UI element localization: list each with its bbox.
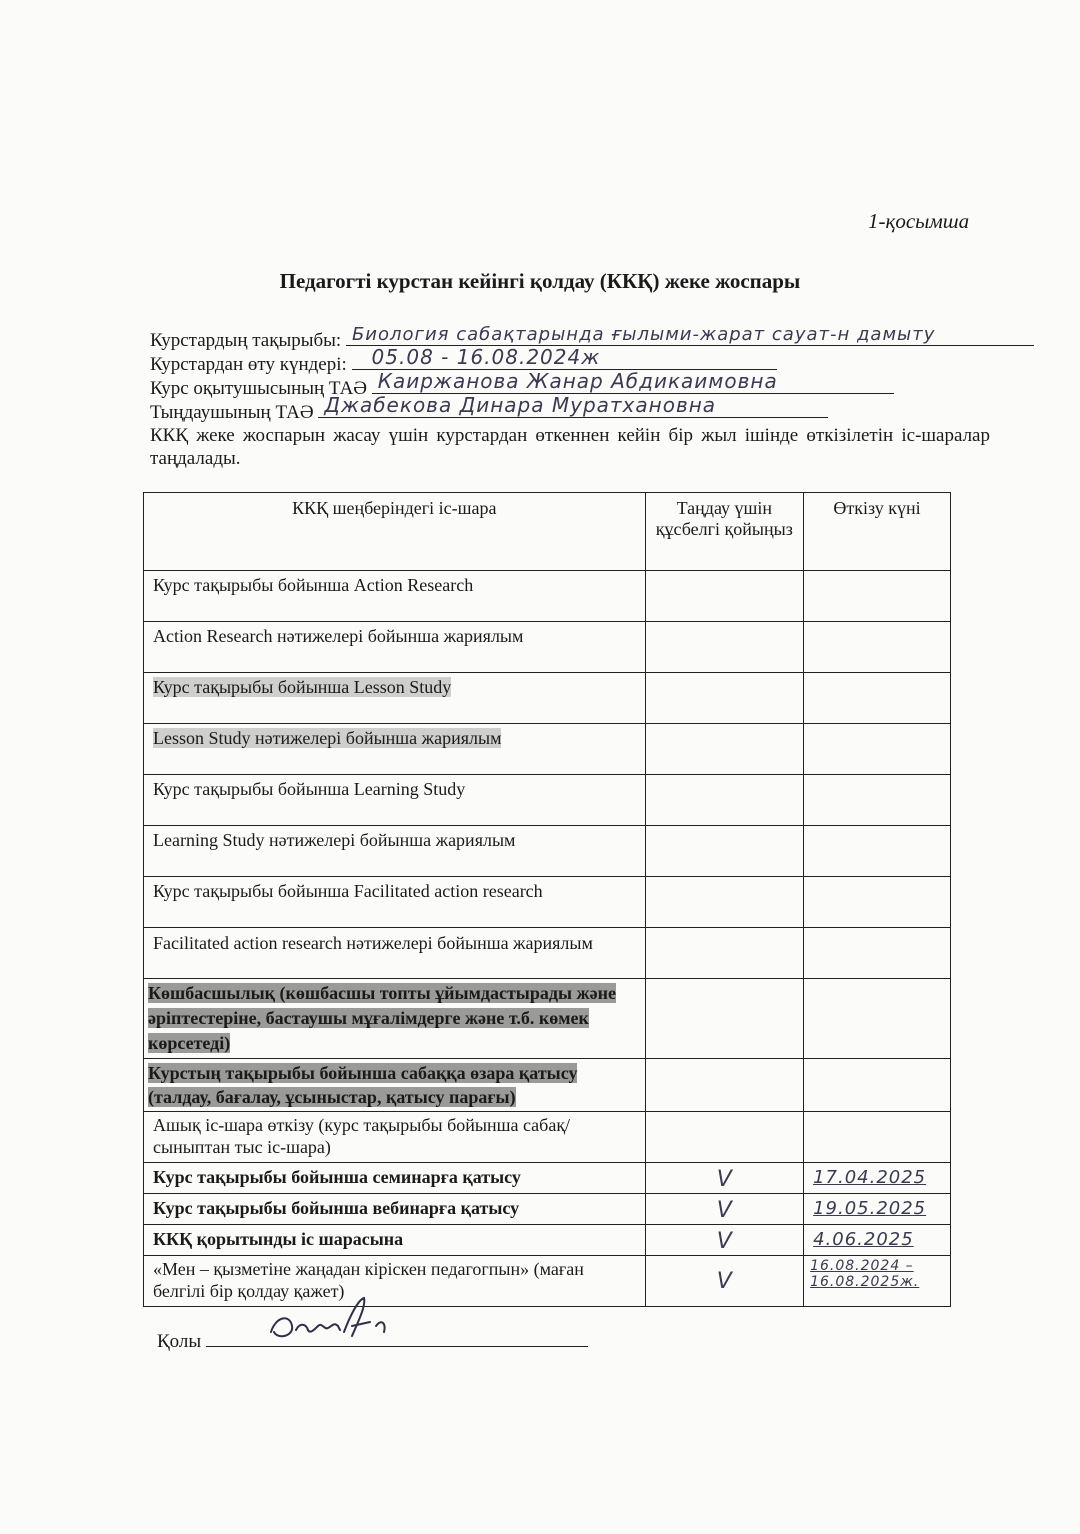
signature-field: [157, 1326, 588, 1353]
header-mark: Таңдау үшін құсбелгі қойыңыз: [645, 493, 804, 571]
date-cell: [804, 1163, 951, 1194]
date-cell: [804, 571, 951, 622]
activity-cell: [144, 724, 646, 775]
activity-cell: «Мен – қызметіне жаңадан кіріскен педагогпын» (маған белгілі бір қолдау қажет): [144, 1256, 646, 1307]
date-cell: [804, 1225, 951, 1256]
handwritten-date: 19.05.2025: [813, 1198, 927, 1219]
date-cell: [804, 1112, 951, 1163]
date-cell: [804, 979, 951, 1059]
activity-cell: ККҚ қорытынды іс шарасына: [144, 1225, 646, 1256]
mark-cell: [645, 928, 804, 979]
table-row: [144, 1256, 951, 1307]
handwritten-date: 17.04.2025: [813, 1167, 927, 1188]
activity-text: Курстың тақырыбы бойынша сабаққа өзара қатысу (талдау, бағалау, ұсыныстар, қатысу парағы): [148, 1063, 578, 1107]
date-cell: [804, 826, 951, 877]
table-row: [144, 979, 951, 1059]
activity-cell: Action Research нәтижелері бойынша жариялым: [144, 622, 646, 673]
activity-cell: Ашық іс-шара өткізу (курс тақырыбы бойынша сабақ/ сыныптан тыс іс-шара): [144, 1112, 646, 1163]
table-row: [144, 1112, 951, 1163]
date-cell: [804, 928, 951, 979]
table-row: [144, 1225, 951, 1256]
table-row: [144, 1059, 951, 1112]
table-row: [144, 673, 951, 724]
checkmark-icon: V: [645, 1225, 804, 1256]
activity-text: Көшбасшылық (көшбасшы топты ұйымдастырады және әріптестеріне, бастаушы мұғалімдерге және т.б. көмек көрсетеді): [148, 983, 616, 1053]
activity-text: Lesson Study нәтижелері бойынша жариялым: [153, 728, 502, 748]
header-activity: ККҚ шеңберіндегі іс-шара: [144, 493, 646, 571]
mark-cell: [645, 775, 804, 826]
course-dates-handwritten: 05.08 - 16.08.2024ж: [371, 345, 601, 369]
listener-label: Тыңдаушының ТАӘ: [150, 402, 314, 423]
table-row: [144, 724, 951, 775]
activity-cell: [144, 1059, 646, 1112]
table-row: [144, 928, 951, 979]
mark-cell: [645, 979, 804, 1059]
handwritten-signature: [266, 1296, 406, 1344]
date-cell: [804, 724, 951, 775]
activity-cell: [144, 673, 646, 724]
mark-cell: [645, 622, 804, 673]
date-cell: [804, 673, 951, 724]
activity-cell: Курс тақырыбы бойынша Facilitated action research: [144, 877, 646, 928]
mark-cell: [645, 877, 804, 928]
checkmark-icon: V: [645, 1256, 804, 1307]
activity-cell: Курс тақырыбы бойынша вебинарға қатысу: [144, 1194, 646, 1225]
checkmark-icon: V: [645, 1194, 804, 1225]
handwritten-date: 4.06.2025: [813, 1229, 914, 1250]
checkmark-icon: V: [645, 1163, 804, 1194]
course-topic-label: Курстардың тақырыбы:: [150, 330, 342, 351]
date-cell: [804, 1256, 951, 1307]
activity-cell: Facilitated action research нәтижелері бойынша жариялым: [144, 928, 646, 979]
handwritten-date: 16.08.2024 – 16.08.2025ж.: [810, 1258, 920, 1290]
activity-text: Курс тақырыбы бойынша Lesson Study: [153, 677, 452, 697]
table-row: [144, 622, 951, 673]
mark-cell: [645, 826, 804, 877]
mark-cell: [645, 673, 804, 724]
table-row: [144, 1163, 951, 1194]
signature-label: Қолы: [157, 1331, 202, 1352]
listener-field: [150, 393, 828, 424]
trainer-label: Курс оқытушысының ТАӘ: [150, 378, 368, 399]
table-row: [144, 775, 951, 826]
intro-text: ККҚ жеке жоспарын жасау үшін курстардан өткеннен кейін бір жыл ішінде өткізілетін іс-шаралар таңдалады.: [150, 425, 990, 469]
plan-table: [143, 492, 951, 1307]
date-cell: [804, 775, 951, 826]
date-cell: [804, 1059, 951, 1112]
mark-cell: [645, 571, 804, 622]
mark-cell: [645, 724, 804, 775]
activity-cell: Курс тақырыбы бойынша семинарға қатысу: [144, 1163, 646, 1194]
appendix-label: 1-қосымша: [868, 209, 970, 233]
mark-cell: [645, 1059, 804, 1112]
date-cell: [804, 1194, 951, 1225]
course-topic-blank: [346, 324, 1034, 346]
date-cell: [804, 877, 951, 928]
activity-cell: Learning Study нәтижелері бойынша жариялым: [144, 826, 646, 877]
course-topic-handwritten: Биология сабақтарында ғылыми-жарат сауат-н дамыту: [351, 324, 936, 345]
course-dates-blank: [352, 345, 777, 370]
table-row: [144, 1194, 951, 1225]
course-dates-label: Курстардан өту күндері:: [150, 354, 347, 375]
trainer-handwritten: Каиржанова Жанар Абдикаимовна: [377, 369, 778, 393]
date-cell: [804, 622, 951, 673]
listener-blank: [318, 393, 828, 418]
table-row: [144, 571, 951, 622]
trainer-blank: [372, 369, 894, 394]
table-row: [144, 826, 951, 877]
signature-line: [206, 1326, 588, 1347]
document-title: Педагогті курстан кейінгі қолдау (ККҚ) жеке жоспары: [279, 269, 801, 293]
table-row: [144, 877, 951, 928]
activity-cell: Курс тақырыбы бойынша Learning Study: [144, 775, 646, 826]
listener-handwritten: Джабекова Динара Муратхановна: [324, 393, 717, 417]
header-date: Өткізу күні: [804, 493, 951, 571]
mark-cell: [645, 1112, 804, 1163]
activity-cell: Курс тақырыбы бойынша Action Research: [144, 571, 646, 622]
activity-cell: [144, 979, 646, 1059]
